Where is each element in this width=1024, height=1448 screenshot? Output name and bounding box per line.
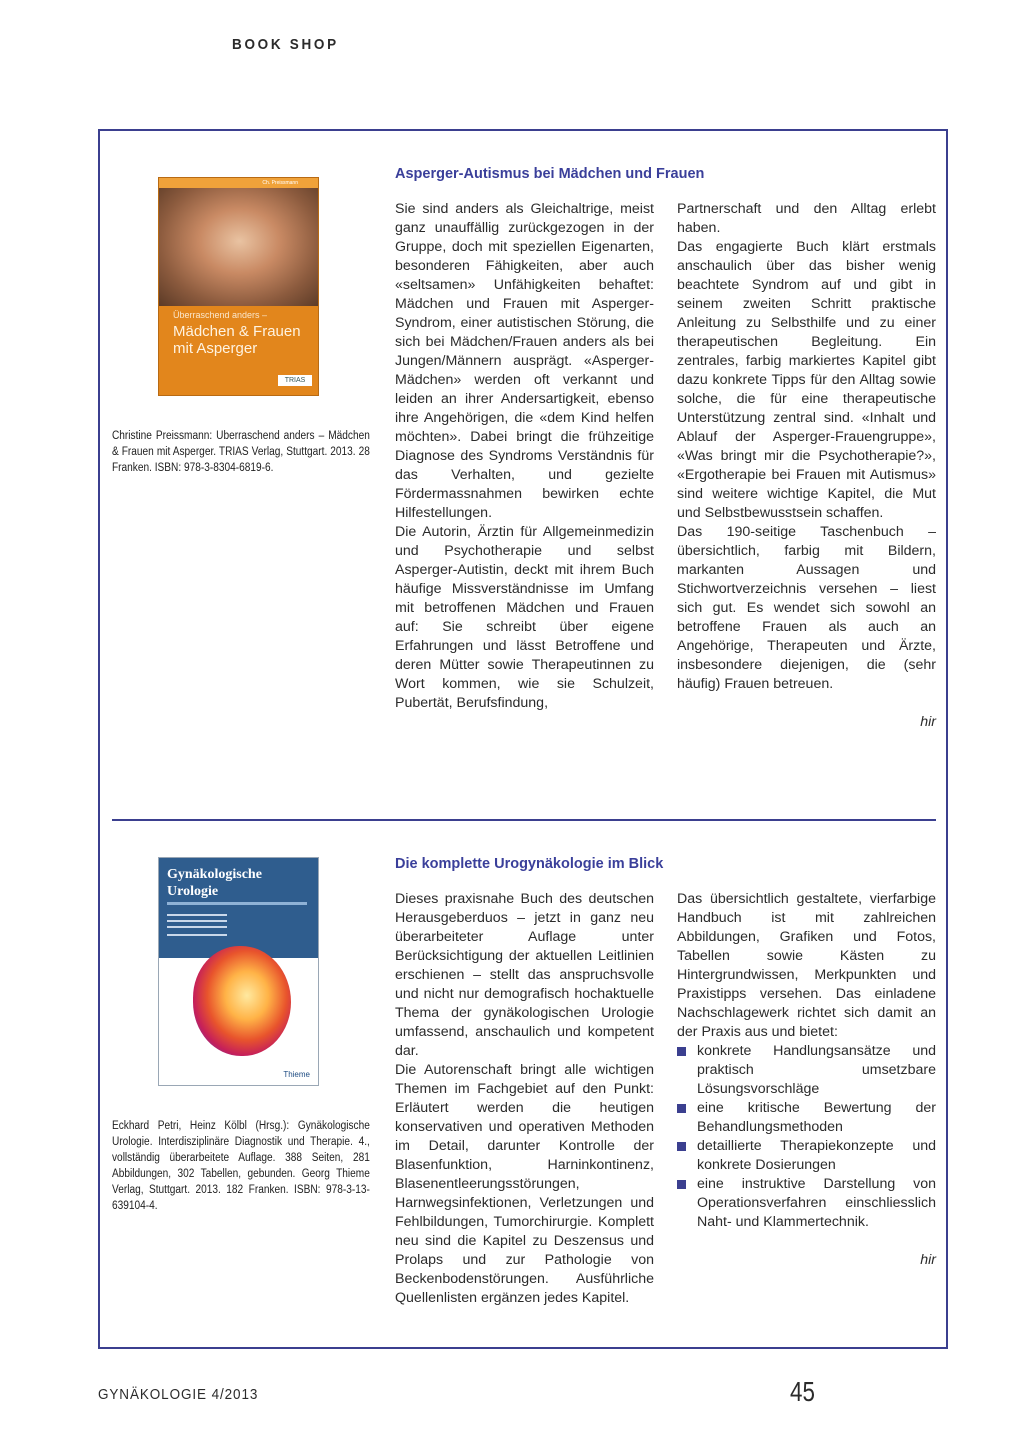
feature-list	[677, 1042, 936, 1232]
author-signature: hir	[920, 1252, 936, 1268]
section-header: BOOK SHOP	[232, 36, 339, 53]
page-number: 45	[790, 1376, 815, 1407]
cover-title: Mädchen & Frauen mit Asperger	[173, 323, 301, 357]
list-item: eine kritische Bewertung der Behandlungsmethoden	[677, 1099, 936, 1137]
paragraph: Das übersichtlich gestaltete, vierfarbige Handbuch ist mit zahlreichen Abbildungen, Grafiken und Fotos, Tabellen sowie Kästen zu Hintergrundwissen, Merkpunkten und Praxistipps versehen. Das einladene Nachschlagewerk richtet sich damit an der Praxis aus und bietet:	[677, 891, 936, 1040]
cover-subtitle: Überraschend anders –	[173, 310, 268, 320]
list-item: konkrete Handlungsansätze und praktisch umsetzbare Lösungsvorschläge	[677, 1042, 936, 1099]
paragraph: Die Autorin, Ärztin für Allgemeinmedizin und Psychotherapie und selbst Asperger-Autistin, deckt mit ihrem Buch häufige Missverständnisse im Umfang mit betroffenen Mädchen und Frauen auf: Sie schreibt über eigene Erfahrungen und lässt Betroffene und deren Mütter sowie Therapeutinnen zu Wort kommen, wie sie Schulzeit, Pubertät, Berufsfindung,	[395, 524, 654, 711]
paragraph: Die Autorenschaft bringt alle wichtigen Themen im Fachgebiet auf den Punkt: Erläutert werden die heutigen konservativen und operativen Methoden im Detail, darunter Kontrolle der Blasenfunktion, Harninkontinenz, Blasenentleerungsstörungen, Harnwegsinfektionen, Verletzungen und Fehlbildungen, Tumorchirurgie. Komplett neu sind die Kapitel zu Deszensus und Prolaps und zur Pathologie von Beckenbodenstörungen. Ausführliche Quellenlisten ergänzen jedes Kapitel.	[395, 1062, 654, 1306]
article-column-1	[395, 200, 654, 713]
cover-title-line: Urologie	[167, 884, 219, 899]
article-title: Asperger-Autismus bei Mädchen und Frauen	[395, 166, 705, 182]
cover-title	[167, 866, 262, 900]
paragraph: Partnerschaft und den Alltag erlebt haben.	[677, 201, 936, 236]
journal-issue: GYNÄKOLOGIE 4/2013	[98, 1386, 259, 1403]
book-caption: Christine Preissmann: Überraschend anders – Mädchen & Frauen mit Asperger. TRIAS Verlag, Stuttgart. 2013. 28 Franken. ISBN: 978-3-8304-6819-6.	[112, 430, 370, 474]
cover-author: Ch. Preissmann	[159, 178, 319, 188]
cover-editors-lines	[167, 914, 227, 916]
paragraph: Dieses praxisnahe Buch des deutschen Herausgeberduos – jetzt in ganz neu überarbeiteter Auflage unter Berücksichtigung der aktuellen Leitlinien erschienen – stellt das anspruchsvolle und nicht nur demografisch hochaktuelle Thema der gynäkologischen Urologie umfassend, anschaulich und kompetent dar.	[395, 891, 654, 1059]
article-title: Die komplette Urogynäkologie im Blick	[395, 856, 664, 872]
publisher-logo: TRIAS	[278, 375, 312, 386]
author-signature: hir	[920, 714, 936, 730]
paragraph: Das 190-seitige Taschenbuch – übersichtlich, farbig mit Bildern, markanten Aussagen und Stichwortverzeichnis versehen – liest sich gut. Es wendet sich sowohl an betroffene Frauen als auch an Angehörige, Therapeuten und Ärzte, insbesondere diejenigen, die (sehr häufig) Frauen betreuen.	[677, 524, 936, 692]
cover-illustration	[193, 946, 291, 1056]
cover-title-line: Gynäkologische	[167, 867, 262, 882]
list-item: detaillierte Therapiekonzepte und konkrete Dosierungen	[677, 1137, 936, 1175]
cover-subtitle-bar	[167, 902, 307, 905]
article-divider	[112, 819, 936, 821]
book-cover-urologie	[158, 857, 319, 1086]
cover-photo	[159, 188, 319, 306]
book-caption: Eckhard Petri, Heinz Kölbl (Hrsg.): Gynäkologische Urologie. Interdisziplinäre Diagnostik und Therapie. 4., vollständig überarbeitete Auflage. 388 Seiten, 281 Abbildungen, 302 Tabellen, gebunden. Georg Thieme Verlag, Stuttgart. 2013. 182 Franken. ISBN: 978-3-13-639104-4.	[112, 1120, 370, 1212]
article-column-1	[395, 890, 654, 1308]
article-column-2	[677, 890, 936, 1270]
article-column-2	[677, 200, 936, 732]
book-cover-asperger	[158, 177, 319, 396]
list-item: eine instruktive Darstellung von Operationsverfahren einschliesslich Naht- und Klammertechnik.	[677, 1175, 936, 1232]
publisher-logo: Thieme	[283, 1070, 310, 1079]
paragraph: Das engagierte Buch klärt erstmals anschaulich über das bisher wenig beachtete Syndrom auf und gibt in seinem zweiten Schritt praktische Anleitung zu Selbsthilfe und zu einer therapeutischen Begleitung. Ein zentrales, farbig markiertes Kapitel gibt dazu konkrete Tipps für den Alltag sowie solche, die für eine therapeutische Unterstützung zentral sind. «Inhalt und Ablauf der Asperger-Frauengruppe», «Was bringt mir die Psychotherapie?», «Ergotherapie bei Frauen mit Autismus» sind weitere wichtige Kapitel, die Mut und Selbstbewusstsein schaffen.	[677, 239, 936, 521]
paragraph: Sie sind anders als Gleichaltrige, meist ganz unauffällig zurückgezogen in der Gruppe, doch mit speziellen Eigenarten, besonderen Fähigkeiten, aber auch «seltsamen» Unfähigkeiten behaftet: Mädchen und Frauen mit Asperger-Syndrom, einer autistischen Störung, die sich bei Mädchen/Frauen anders als bei Jungen/Männern ausprägt. «Asperger-Mädchen» werden oft verkannt und leiden an ihrer Andersartigkeit, ebenso ihre Angehörigen, die «dem Kind helfen möchten». Dabei bringt die frühzeitige Diagnose des Syndroms Verständnis für das Verhalten, und gezielte Fördermassnahmen bewirken echte Hilfestellungen.	[395, 201, 654, 521]
